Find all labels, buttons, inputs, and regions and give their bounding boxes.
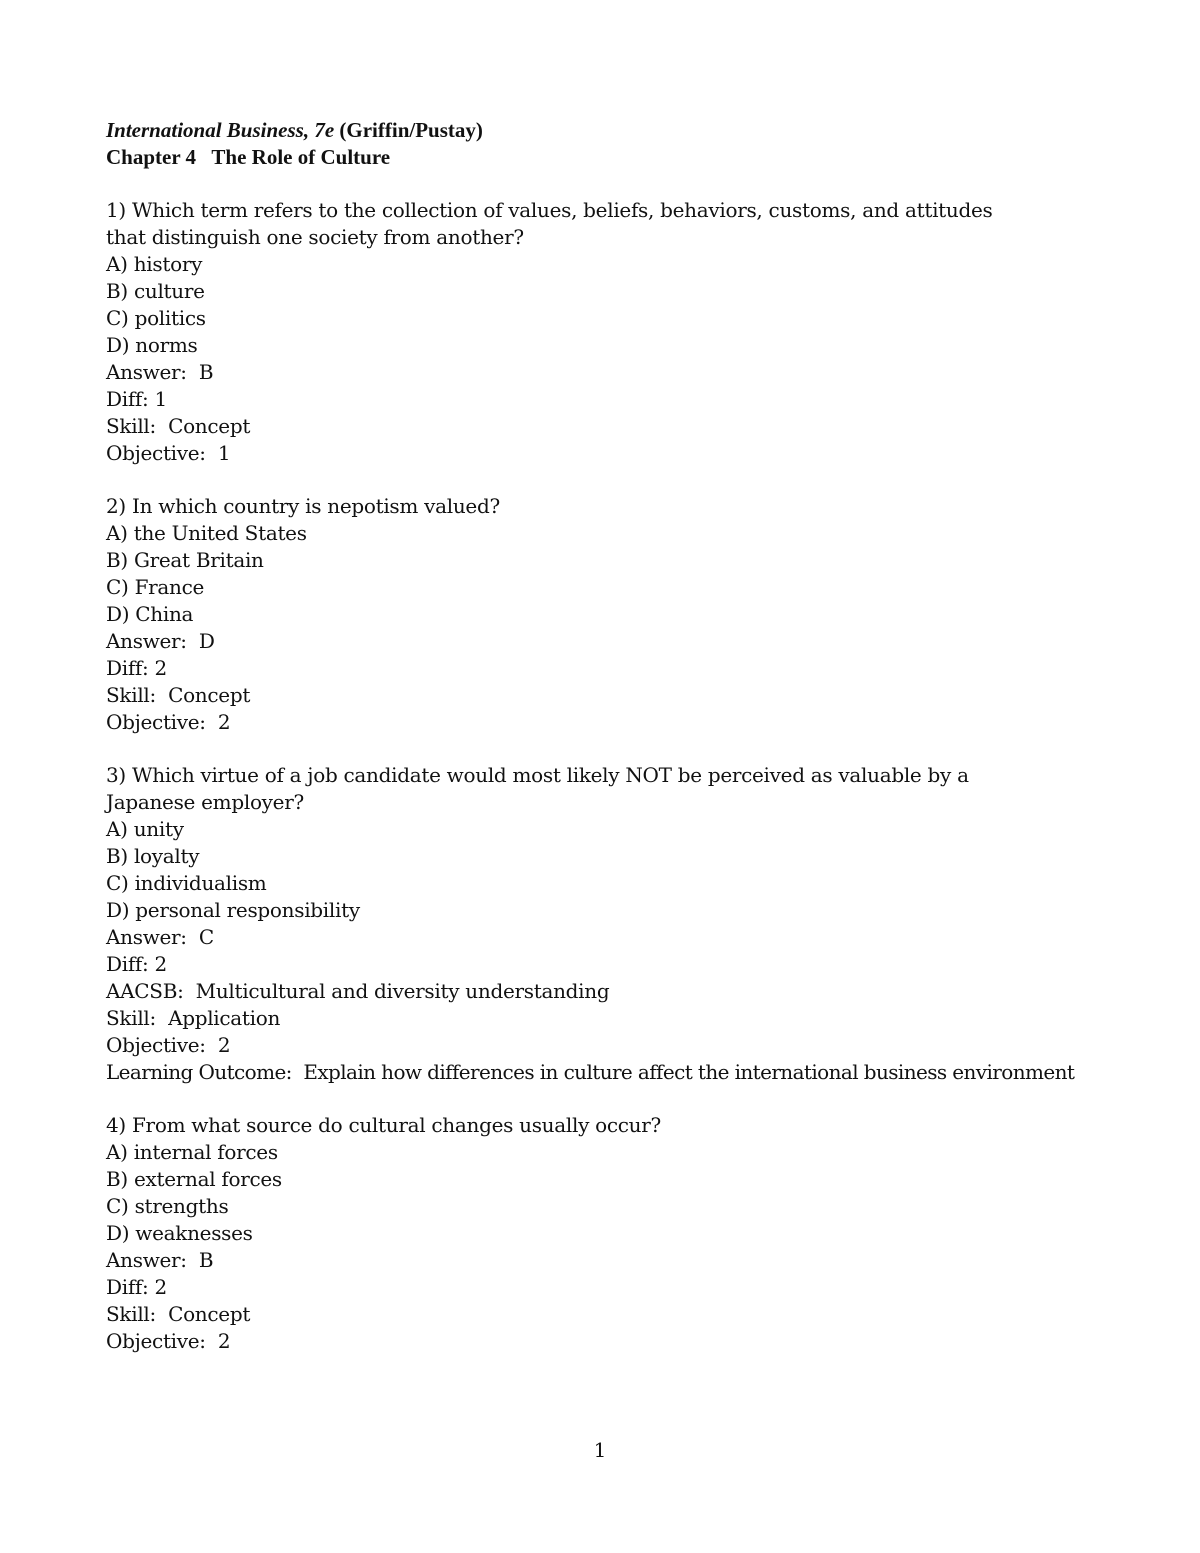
difficulty: Diff: 2 xyxy=(106,952,167,976)
option-a: A) history xyxy=(106,252,203,276)
question-1 xyxy=(106,197,1106,467)
page-number: 1 xyxy=(593,1438,607,1462)
difficulty: Diff: 2 xyxy=(106,1275,167,1299)
option-d: D) weaknesses xyxy=(106,1221,253,1245)
option-a: A) the United States xyxy=(106,521,307,545)
option-c: C) politics xyxy=(106,306,206,330)
answer: Answer: D xyxy=(106,629,215,653)
objective: Objective: 2 xyxy=(106,1329,231,1353)
option-b: B) external forces xyxy=(106,1167,282,1191)
aacsb: AACSB: Multicultural and diversity understanding xyxy=(106,979,610,1003)
book-title-line xyxy=(106,117,1106,144)
question-3 xyxy=(106,762,1106,1086)
chapter-title: Chapter 4 The Role of Culture xyxy=(106,145,391,169)
option-c: C) individualism xyxy=(106,871,267,895)
question-stem: 4) From what source do cultural changes usually occur? xyxy=(106,1113,661,1137)
option-d: D) personal responsibility xyxy=(106,898,360,922)
spacer xyxy=(106,467,1106,493)
option-a: A) internal forces xyxy=(106,1140,278,1164)
difficulty: Diff: 1 xyxy=(106,387,167,411)
option-d: D) norms xyxy=(106,333,198,357)
answer: Answer: B xyxy=(106,360,214,384)
option-d: D) China xyxy=(106,602,194,626)
objective: Objective: 2 xyxy=(106,710,231,734)
objective: Objective: 2 xyxy=(106,1033,231,1057)
learning-outcome: Learning Outcome: Explain how differences in culture affect the international business environment xyxy=(106,1060,1075,1084)
question-4 xyxy=(106,1112,1106,1355)
difficulty: Diff: 2 xyxy=(106,656,167,680)
option-c: C) France xyxy=(106,575,205,599)
skill: Skill: Application xyxy=(106,1006,281,1030)
option-c: C) strengths xyxy=(106,1194,229,1218)
spacer xyxy=(106,171,1106,197)
skill: Skill: Concept xyxy=(106,683,251,707)
option-a: A) unity xyxy=(106,817,184,841)
book-title: International Business, 7e xyxy=(106,118,335,142)
skill: Skill: Concept xyxy=(106,414,251,438)
document-page xyxy=(106,117,1106,1355)
option-b: B) culture xyxy=(106,279,205,303)
option-b: B) loyalty xyxy=(106,844,200,868)
answer: Answer: B xyxy=(106,1248,214,1272)
answer: Answer: C xyxy=(106,925,214,949)
objective: Objective: 1 xyxy=(106,441,231,465)
option-b: B) Great Britain xyxy=(106,548,264,572)
spacer xyxy=(106,736,1106,762)
spacer xyxy=(106,1086,1106,1112)
question-stem: 3) Which virtue of a job candidate would most likely NOT be perceived as valuable by a Japanese employer? xyxy=(106,763,969,814)
question-stem: 1) Which term refers to the collection of values, beliefs, behaviors, customs, and attitudes that distinguish one society from another? xyxy=(106,198,993,249)
skill: Skill: Concept xyxy=(106,1302,251,1326)
question-stem: 2) In which country is nepotism valued? xyxy=(106,494,500,518)
book-authors: (Griffin/Pustay) xyxy=(334,118,483,142)
question-2 xyxy=(106,493,1106,736)
